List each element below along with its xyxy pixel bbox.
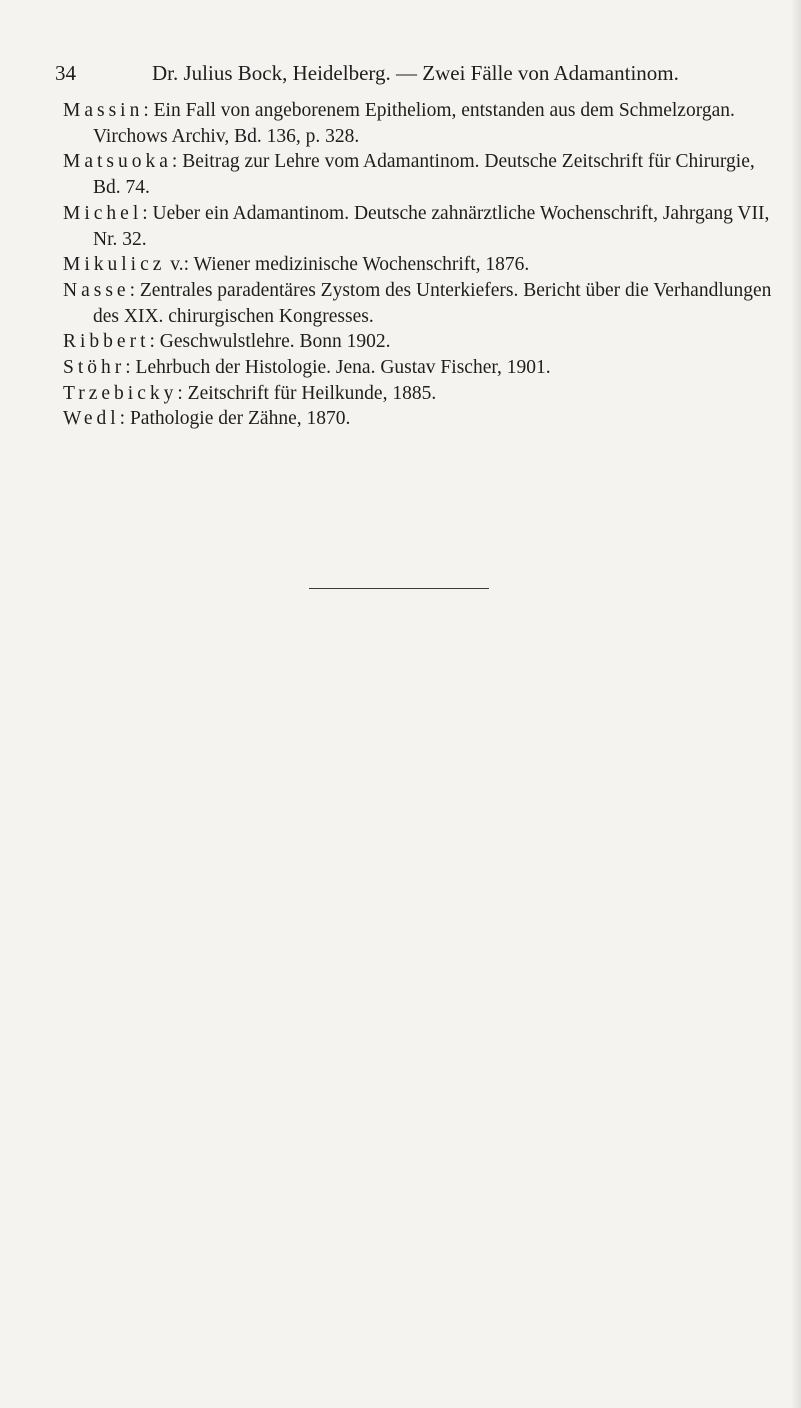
bibliography-entry: [63, 355, 783, 381]
bibliography-entry: [63, 149, 783, 200]
entry-author: Trzebicky: [63, 382, 178, 404]
running-header: [55, 56, 755, 90]
entry-text: : Ueber ein Adamantinom. Deutsche zahnärztliche Wochenschrift, Jahrgang VII, Nr. 32.: [93, 202, 770, 250]
entry-author: Mikulicz: [63, 254, 166, 276]
entry-author: Wedl: [63, 408, 120, 430]
entry-text: : Zeitschrift für Heilkunde, 1885.: [177, 382, 437, 404]
entry-text: : Lehrbuch der Histologie. Jena. Gustav Fischer, 1901.: [125, 357, 551, 379]
bibliography-entry: [63, 201, 783, 252]
page-number: 34: [55, 61, 76, 85]
bibliography-entry: [63, 329, 783, 355]
entry-text: : Geschwulstlehre. Bonn 1902.: [149, 331, 391, 353]
page-edge-shadow: [791, 0, 801, 1408]
entry-text: v.: Wiener medizinische Wochenschrift, 1876.: [165, 254, 530, 276]
entry-text: : Beitrag zur Lehre vom Adamantinom. Deutsche Zeitschrift für Chirurgie, Bd. 74.: [93, 151, 755, 199]
bibliography-entry: [63, 406, 783, 432]
bibliography-entry: [63, 278, 783, 329]
entry-author: Nasse: [63, 279, 130, 301]
entry-text: : Ein Fall von angeborenem Epitheliom, entstanden aus dem Schmelzorgan. Virchows Archiv, Bd. 136, p. 328.: [93, 100, 735, 147]
section-divider: [309, 588, 489, 589]
entry-author: Matsuoka: [63, 151, 172, 173]
entry-author: Michel: [63, 202, 143, 224]
entry-text: : Zentrales paradentäres Zystom des Unterkiefers. Bericht über die Verhandlungen des XIX. chirurgischen Kongresses.: [93, 279, 772, 327]
running-title: Dr. Julius Bock, Heidelberg. — Zwei Fälle von Adamantinom.: [152, 61, 679, 85]
bibliography-entry: [63, 381, 783, 407]
entry-author: Stöhr: [63, 357, 126, 379]
entry-text: : Pathologie der Zähne, 1870.: [119, 408, 351, 430]
bibliography-entry: [63, 98, 783, 149]
bibliography-entry: [63, 252, 783, 278]
entry-author: Massin: [63, 100, 144, 121]
entry-author: Ribbert: [63, 331, 150, 353]
bibliography-list: [63, 98, 783, 432]
